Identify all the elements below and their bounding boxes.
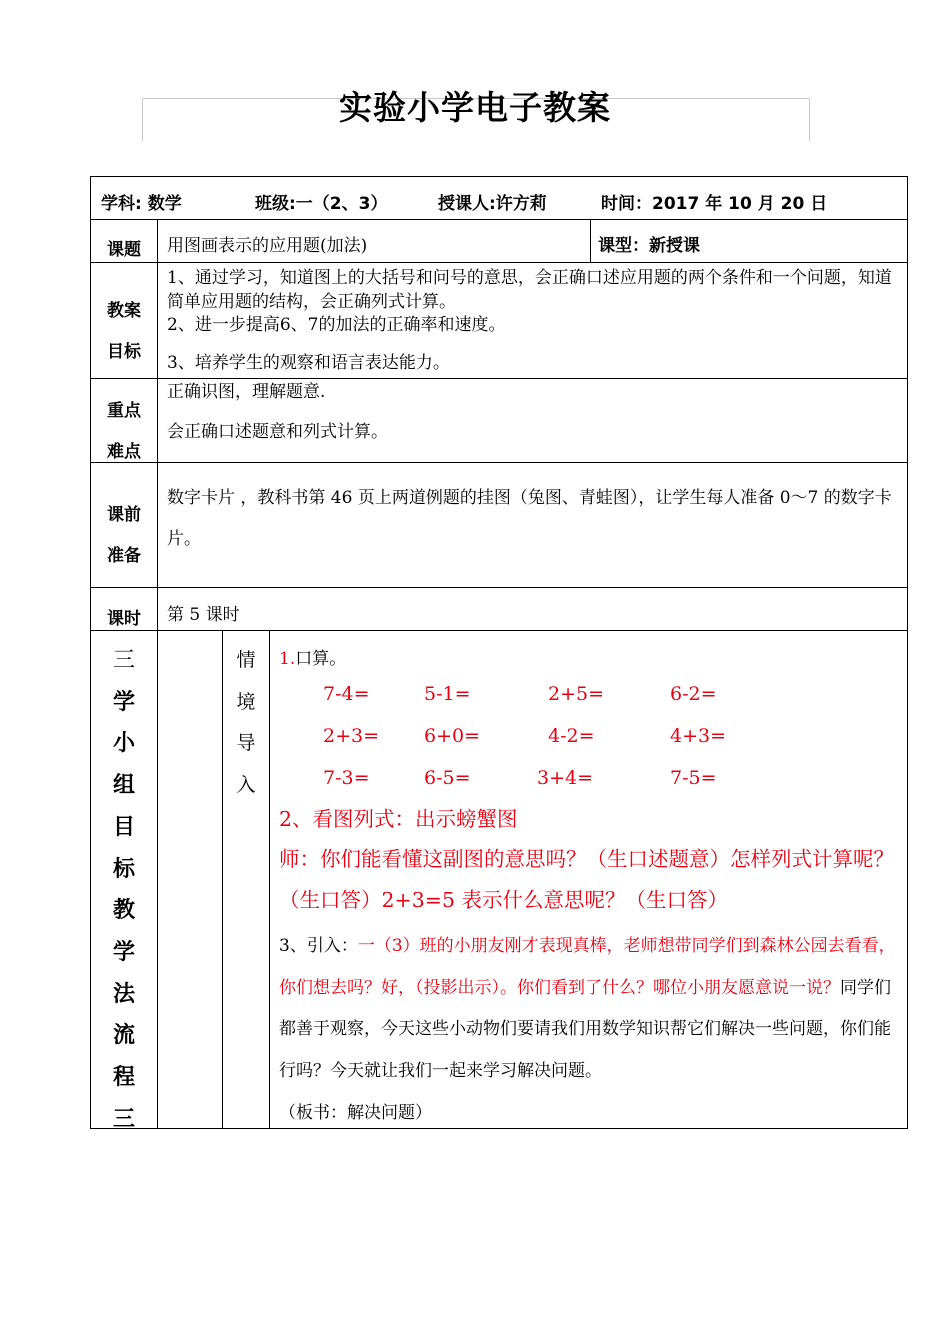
stage-label: 情 境 导 入 [236,649,256,796]
calc-item: 6-2= [670,683,717,705]
keypoint-1: 正确识图，理解题意. [167,382,326,402]
topic-label: 课题 [107,240,141,260]
calc-item: 3+4= [537,767,594,789]
prep-label-2: 准备 [107,546,141,566]
process-side-label: 三 学 小 组 目 标 教 学 法 流 程 三 [112,648,135,1132]
goal-item-2: 2、进一步提高6、7的加法的正确率和速度。 [167,315,506,335]
row-divider [90,587,908,588]
item3-prefix: 3、引入： [279,936,358,956]
col-divider [269,630,270,1129]
item2-heading: 2、看图列式：出示螃蟹图 [279,807,518,831]
subject-field: 学科: 数学 [101,194,182,214]
item3-black-text: 同学们都善于观察，今天这些小动物们要请我们用数学知识帮它们解决一些问题，你们能行吗？今天就让我们一起来学习解决问题。 [279,977,891,1081]
table-border [90,176,908,177]
goal-item-3: 3、培养学生的观察和语言表达能力。 [167,353,450,373]
date-field: 时间：2017 年 10 月 20 日 [601,194,828,214]
keypoint-2: 会正确口述题意和列式计算。 [167,422,388,442]
table-border [907,176,908,1129]
calc-item: 6-5= [424,767,471,789]
class-field: 班级:一（2、3） [255,194,388,214]
row-divider [90,262,908,263]
row-divider [90,219,908,220]
item3-paragraph [279,926,899,1092]
calc-item: 4+3= [670,725,727,747]
col-divider [157,219,158,1129]
period-label: 课时 [107,609,141,629]
item3-board-note: （板书：解决问题） [279,1103,432,1123]
calc-item: 5-1= [424,683,471,705]
calc-item: 2+5= [548,683,605,705]
teacher-field: 授课人:许方莉 [438,194,547,214]
goals-label-1: 教案 [107,301,141,321]
goals-label-2: 目标 [107,342,141,362]
calc-item: 2+3= [323,725,380,747]
row-divider [90,462,908,463]
row-divider [90,630,908,631]
row-divider [90,378,908,379]
keypoints-label-1: 重点 [107,401,141,421]
calc-item: 4-2= [548,725,595,747]
prep-label-1: 课前 [107,505,141,525]
period-value: 第 5 课时 [167,605,240,625]
goal-item-1: 1、通过学习，知道图上的大括号和问号的意思，会正确口述应用题的两个条件和一个问题，知道简单应用题的结构，会正确列式计算。 [167,268,892,312]
calc-item: 7-3= [323,767,370,789]
lesson-type: 课型：新授课 [598,236,700,256]
col-divider [590,219,591,263]
calc-item: 7-5= [670,767,717,789]
item1 [279,648,346,670]
topic-value: 用图画表示的应用题(加法) [167,236,368,256]
page-title: 实验小学电子教案 [339,88,611,127]
calc-item: 6+0= [424,725,481,747]
item2-dialog: 师：你们能看懂这副图的意思吗？（生口述题意）怎样列式计算呢？（生口答）2+3=5 表示什么意思呢？（生口答） [279,847,894,912]
table-border [90,1128,908,1129]
calc-item: 7-4= [323,683,370,705]
item1-text: 口算。 [295,649,347,669]
item3-red-text: 一（3）班的小朋友刚才表现真棒，老师想带同学们到森林公园去看看，你们想去吗？好，（投影出示）。你们看到了什么？哪位小朋友愿意说一说？ [279,936,896,998]
prep-text: 数字卡片 ，教科书第 46 页上两道例题的挂图（兔图、青蛙图），让学生每人准备 0～7 的数字卡片。 [167,488,892,549]
keypoints-label-2: 难点 [107,442,141,462]
item1-number: 1. [279,649,296,669]
